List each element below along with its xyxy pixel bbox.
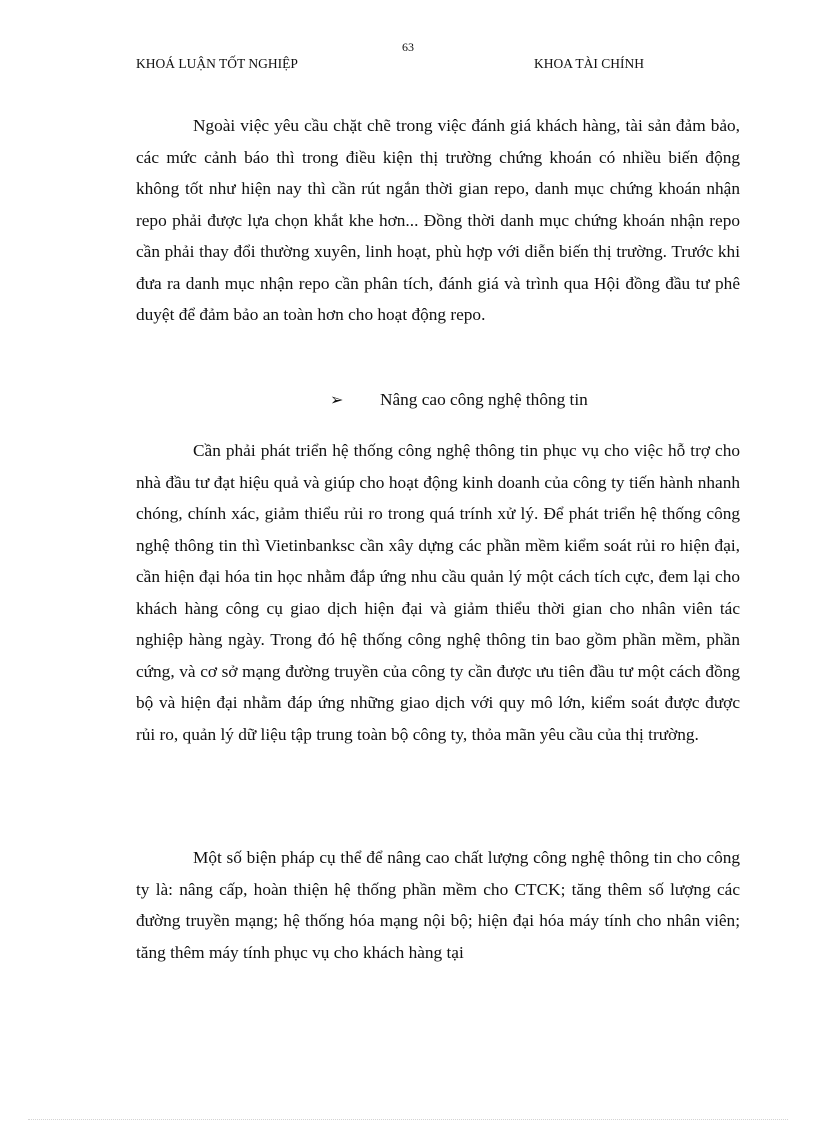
paragraph-specific-measures: Một số biện pháp cụ thể để nâng cao chất lượng công nghệ thông tin cho công ty là: nâng cấp, hoàn thiện hệ thống phần mềm cho CTCK; tăng thêm số lượng các đường truyền mạng; hệ thống hóa mạng nội bộ; hiện đại hóa máy tính cho nhân viên; tăng thêm máy tính phục vụ cho khách hàng tại (136, 848, 740, 962)
paragraph-it-development: Cần phải phát triển hệ thống công nghệ thông tin phục vụ cho việc hỗ trợ cho nhà đầu tư đạt hiệu quả và giúp cho hoạt động kinh doanh của công ty tiến hành nhanh chóng, chính xác, giảm thiểu rủi ro trong quá trính xử lý. Để phát triển hệ thống công nghệ thông tin thì Vietinbanksc cần xây dựng các phần mềm kiểm soát rủi ro hiện đại, cần hiện đại hóa tin học nhằm đắp ứng nhu cầu quản lý một cách tích cực, đem lại cho khách hàng công cụ giao dịch hiện đại và giảm thiểu thời gian cho nhân viên tác nghiệp hàng ngày. Trong đó hệ thống công nghệ thông tin bao gồm phần mềm, phần cứng, và cơ sở mạng đường truyền của công ty cần được ưu tiên đầu tư một cách đồng bộ và hiện đại nhằm đáp ứng những giao dịch với quy mô lớn, kiểm soát được được rủi ro, quản lý dữ liệu tập trung toàn bộ công ty, thỏa mãn yêu cầu của thị trường. (136, 441, 740, 744)
paragraph-repo-requirements: Ngoài việc yêu cầu chặt chẽ trong việc đánh giá khách hàng, tài sản đảm bảo, các mức cảnh báo thì trong điều kiện thị trường chứng khoán có nhiều biến động không tốt như hiện nay thì cần rút ngắn thời gian repo, danh mục chứng khoán nhận repo phải được lựa chọn khắt khe hơn... Đồng thời danh mục chứng khoán nhận repo cần phải thay đổi thường xuyên, linh hoạt, phù hợp với diễn biến thị trường. Trước khi đưa ra danh mục nhận repo cần phân tích, đánh giá và trình qua Hội đồng đầu tư phê duyệt để đảm bảo an toàn hơn cho hoạt động repo. (136, 116, 740, 324)
page-number: 63 (402, 40, 414, 54)
arrow-bullet-icon: ➢ (330, 392, 344, 409)
page-bottom-divider (28, 1119, 788, 1120)
section-heading-text: Nâng cao công nghệ thông tin (380, 390, 588, 409)
section-heading (330, 384, 588, 417)
header-thesis-title: KHOÁ LUẬN TỐT NGHIỆP (136, 56, 298, 71)
header-faculty-name: KHOA TÀI CHÍNH (534, 56, 644, 71)
